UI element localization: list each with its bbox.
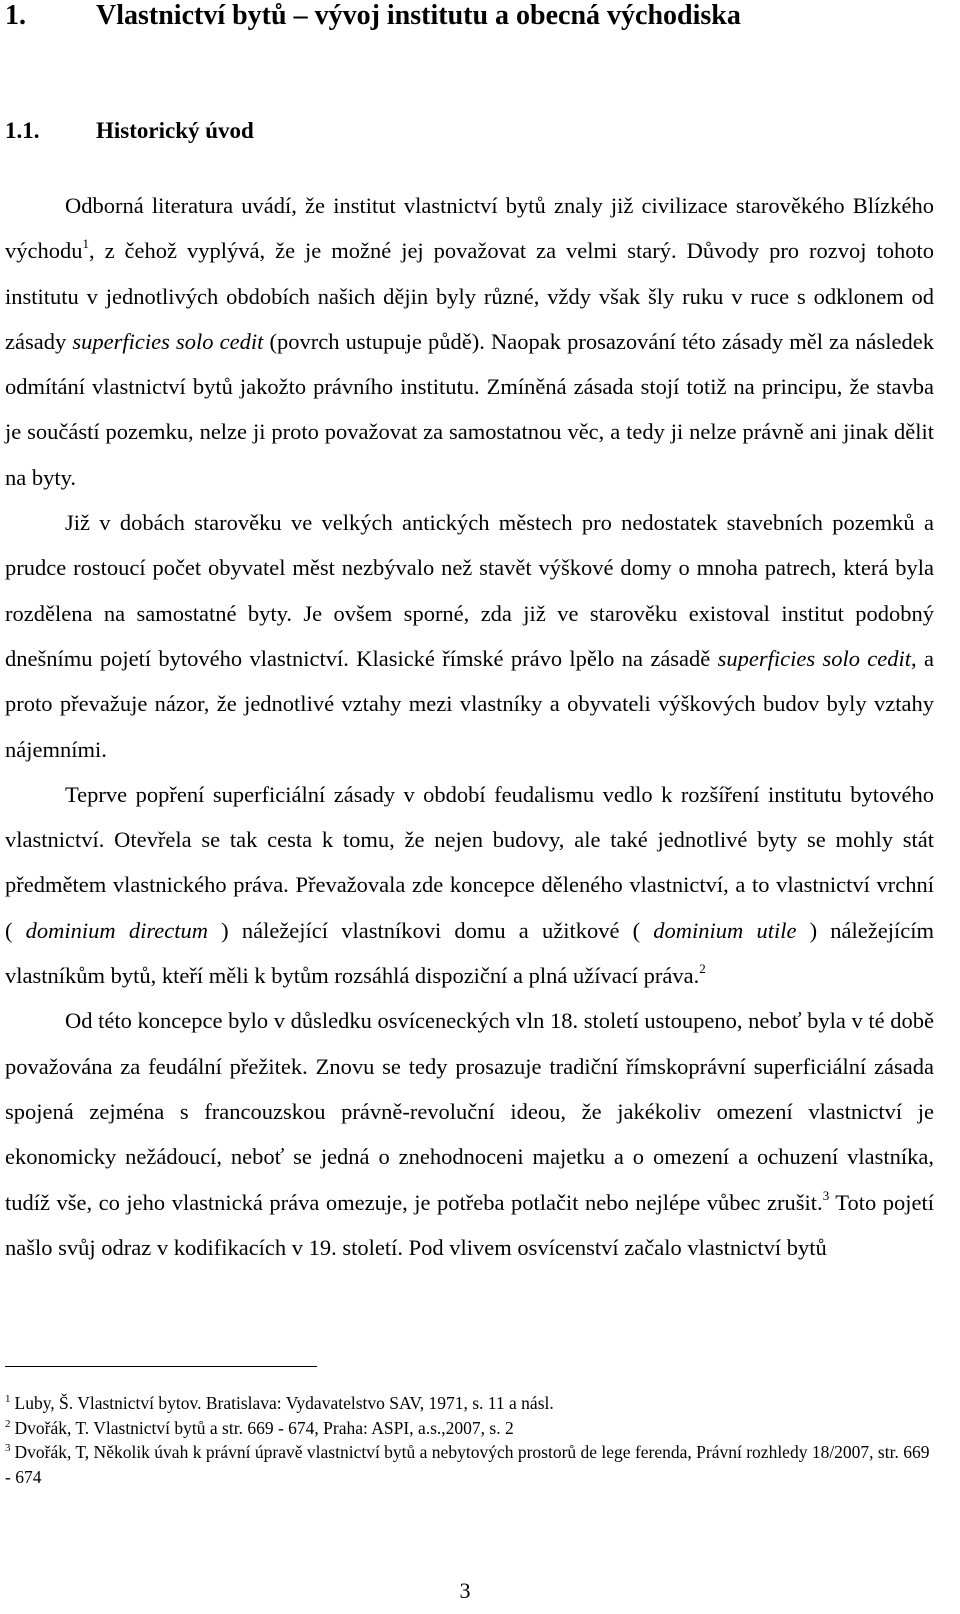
paragraph-4 <box>5 998 934 1270</box>
chapter-heading <box>5 0 741 32</box>
text-run: , a proto převažuje názor, že jednotlivé vztahy mezi vlastníky a obyvateli výškových budov byly vztahy nájemními. <box>5 645 934 762</box>
footnote-ref-2[interactable]: 2 <box>699 961 706 977</box>
text-run: Teprve popření superficiální zásady v období feudalismu vedlo k rozšíření institutu bytového vlastnictví. Otevřela se tak cesta k tomu, že nejen budovy, ale také jednotlivé byty se mohly stát předmětem vlastnického práva. Převažovala zde koncepce děleného vlastnictví, a to vlastnictví vrchní ( <box>5 781 934 943</box>
footnote-marker: 1 <box>5 1393 11 1405</box>
footnote-marker: 2 <box>5 1417 11 1430</box>
italic-term: dominium utile <box>653 917 797 943</box>
paragraph-2 <box>5 500 934 772</box>
text-run: (povrch ustupuje půdě). Naopak prosazování této zásady měl za následek odmítání vlastnictví bytů jakožto právního institutu. Zmíněná zásada stojí totiž na principu, že stavba je součástí pozemku, nelze ji proto považovat za samostatnou věc, a tedy ji nelze právně ani jinak dělit na byty. <box>5 328 935 490</box>
italic-term: dominium directum <box>25 917 208 943</box>
chapter-title: Vlastnictví bytů – vývoj institutu a obecná východiska <box>96 0 741 31</box>
italic-term: superficies solo cedit <box>717 645 912 671</box>
footnote-1 <box>5 1391 934 1416</box>
text-run: ) náležející vlastníkovi domu a užitkové ( <box>208 917 654 943</box>
footnote-separator <box>5 1366 317 1367</box>
footnote-3 <box>5 1440 934 1489</box>
page-number: 3 <box>459 1578 471 1603</box>
footnote-text: Dvořák, T, Několik úvah k právní úpravě vlastnictví bytů a nebytových prostorů de lege ferenda, Právní rozhledy 18/2007, str. 669 - 674 <box>5 1442 930 1487</box>
section-heading <box>5 118 254 144</box>
paragraph-3 <box>5 772 934 998</box>
text-run: Odborná literatura uvádí, že institut vlastnictví bytů znaly již civilizace starověkého Blízkého východu <box>5 193 934 264</box>
footnotes <box>5 1391 934 1489</box>
italic-term: superficies solo cedit <box>72 328 264 354</box>
text-run: Od této koncepce bylo v důsledku osvíceneckých vln 18. století ustoupeno, neboť byla v té době považována za feudální přežitek. Znovu se tedy prosazuje tradiční římskoprávní superficiální zásada spojená zejména s francouzskou právně-revoluční ideou, že jakékoliv omezení vlastnictví je ekonomicky nežádoucí, neboť se jedná o znehodnoceni majetku a o omezení a ochuzení vlastníka, tudíž vše, co jeho vlastnická práva omezuje, je potřeba potlačit nebo nejlépe vůbec zrušit. <box>5 1008 934 1215</box>
text-run: Toto pojetí našlo svůj odraz v kodifikacích v 19. století. Pod vlivem osvícenství začalo vlastnictví bytů <box>5 1189 934 1260</box>
text-run: ) náležejícím vlastníkům bytů, kteří měli k bytům rozsáhlá dispoziční a plná užívací práva. <box>5 917 934 989</box>
footnote-ref-3[interactable]: 3 <box>822 1187 830 1203</box>
paragraph-1 <box>5 183 934 500</box>
chapter-number: 1. <box>5 0 26 31</box>
footnote-ref-1[interactable]: 1 <box>82 236 89 252</box>
text-run: Již v dobách starověku ve velkých antických městech pro nedostatek stavebních pozemků a prudce rostoucí počet obyvatel měst nezbývalo než stavět výškové domy o mnoha patrech, která byla rozdělena na samostatné byty. Je ovšem sporné, zda již ve starověku existoval institut podobný dnešnímu pojetí bytového vlastnictví. Klasické římské právo lpělo na zásadě <box>5 510 934 671</box>
body-text <box>5 183 934 1270</box>
footnote-text: Luby, Š. Vlastnictví bytov. Bratislava: Vydavatelstvo SAV, 1971, s. 11 a násl. <box>14 1393 554 1413</box>
footnote-text: Dvořák, T. Vlastnictví bytů a str. 669 - 674, Praha: ASPI, a.s.,2007, s. 2 <box>14 1417 514 1438</box>
section-number: 1.1. <box>5 118 40 143</box>
text-run: , z čehož vyplývá, že je možné jej považovat za velmi starý. Důvody pro rozvoj tohoto institutu v jednotlivých obdobích našich dějin byly různé, vždy však šly ruku v ruce s odklonem od zásady <box>5 238 934 354</box>
section-title: Historický úvod <box>96 118 254 143</box>
footnote-marker: 3 <box>5 1442 11 1454</box>
footnote-2 <box>5 1416 934 1441</box>
